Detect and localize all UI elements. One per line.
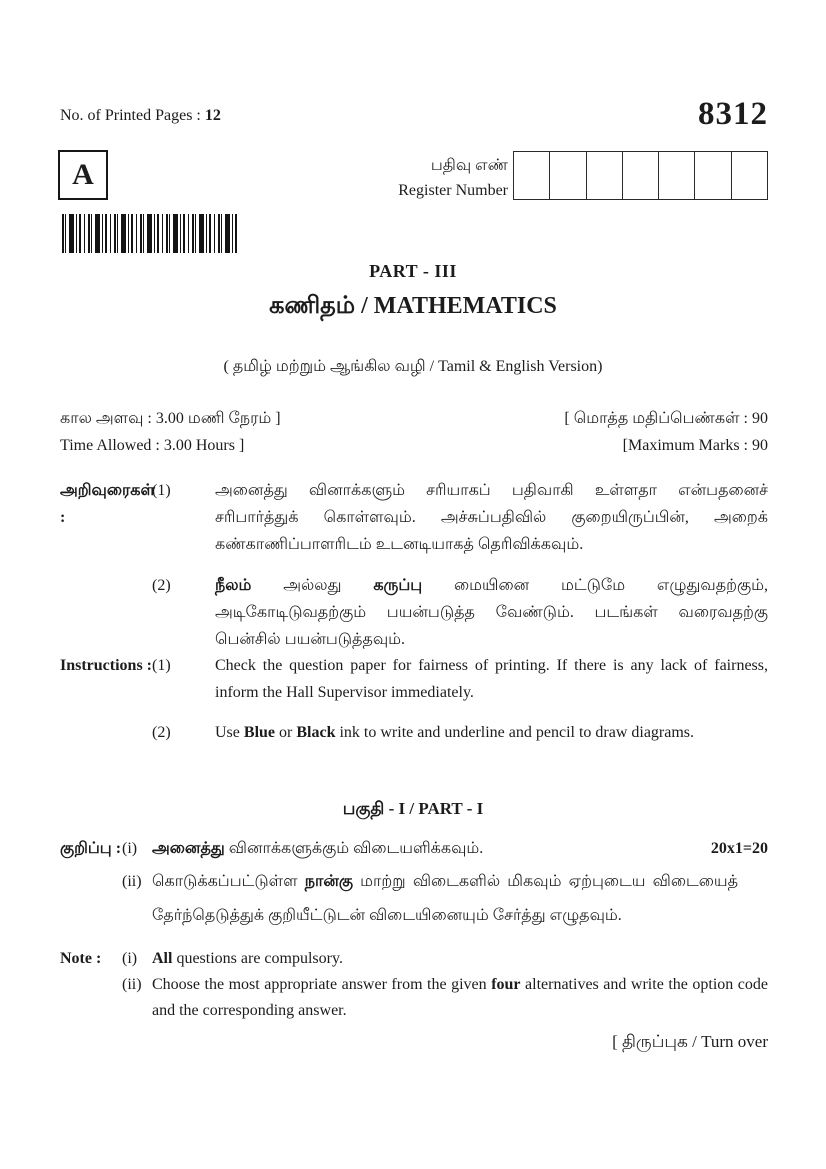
english-instruction-item-1 [60,652,768,706]
register-number-labels [300,153,508,203]
english-instructions-label: Instructions : [60,657,153,674]
instruction-number: (2) [152,577,171,594]
register-box-cell [550,152,586,199]
register-box-cell [695,152,731,199]
note-text: All questions are compulsory. [152,950,343,967]
tamil-instructions-label: அறிவுரைகள் : [60,482,155,526]
tamil-instruction-item-1 [60,477,768,558]
english-note-item-1 [60,946,768,972]
note-number: (ii) [122,873,142,890]
max-marks-english: [Maximum Marks : 90 [622,437,768,454]
register-box-cell [514,152,550,199]
max-marks-tamil: [ மொத்த மதிப்பெண்கள் : 90 [564,410,768,427]
english-note-item-2 [60,972,768,1024]
instruction-number: (1) [152,482,171,499]
part-heading: PART - III [369,261,457,281]
register-label-english: Register Number [398,182,508,199]
english-note-label: Note : [60,950,102,967]
subject-title: கணிதம் / MATHEMATICS [269,293,557,319]
instruction-text: Check the question paper for fairness of printing. If there is any lack of fairness, inform the Hall Supervisor immediately. [215,657,768,701]
instruction-text: அனைத்து வினாக்களும் சரியாகப் பதிவாகி உள்ளதா என்பதனைச் சரிபார்த்துக் கொள்ளவும். அச்சுப்பதிவில் குறையிருப்பின், அறைக் கண்காணிப்பாளரிடம் உடனடியாகத் தெரிவிக்கவும். [215,482,768,553]
register-box-cell [732,152,767,199]
part1-heading: பகுதி - I / PART - I [342,799,484,818]
version-letter-box [58,150,108,200]
note-number: (ii) [122,976,142,993]
tamil-note-item-2 [60,865,768,933]
version-letter: A [72,158,94,191]
tamil-note-block [60,835,768,933]
instruction-text: Use Blue or Black ink to write and underline and pencil to draw diagrams. [215,724,695,741]
note-text: Choose the most appropriate answer from the given four alternatives and write the option code and the corresponding answer. [152,976,768,1019]
paper-code: 8312 [698,96,768,132]
note-text: கொடுக்கப்பட்டுள்ள நான்கு மாற்று விடைகளில் மிகவும் ஏற்புடைய விடையைத் தேர்ந்தெடுத்துக் குறியீட்டுடன் விடையினையும் சேர்த்து எழுதவும். [152,873,739,924]
register-label-tamil: பதிவு எண் [430,157,508,174]
register-box-cell [587,152,623,199]
register-box-cell [659,152,695,199]
note-number: (i) [122,840,138,857]
turn-over-note: [ திருப்புக / Turn over [612,1032,768,1051]
english-note-block [60,946,768,1024]
register-box-cell [623,152,659,199]
time-allowed-tamil: கால அளவு : 3.00 மணி நேரம் ] [60,410,281,427]
note-text: அனைத்து வினாக்களுக்கும் விடையளிக்கவும். [152,840,484,857]
marks-badge: 20x1=20 [710,840,768,857]
tamil-note-item-1 [60,835,768,862]
tamil-instructions-block [60,477,768,653]
note-number: (i) [122,950,138,967]
english-instruction-item-2 [60,719,768,746]
barcode [62,214,240,253]
english-instructions-block [60,652,768,746]
instruction-text: நீலம் அல்லது கருப்பு மையினை மட்டுமே எழுதுவதற்கும், அடிகோடிடுவதற்கும் பயன்படுத்த வேண்டும். படங்கள் வரைவதற்கு பென்சில் பயன்படுத்தவும். [215,577,769,648]
tamil-note-label: குறிப்பு : [60,840,122,857]
register-number-boxes [513,151,768,200]
instruction-number: (2) [152,724,171,741]
tamil-instruction-item-2 [60,572,768,653]
language-version-note: ( தமிழ் மற்றும் ஆங்கில வழி / Tamil & English Version) [223,358,603,375]
instruction-number: (1) [152,657,171,674]
printed-pages-note: No. of Printed Pages : 12 [60,107,221,124]
time-allowed-english: Time Allowed : 3.00 Hours ] [60,437,245,454]
